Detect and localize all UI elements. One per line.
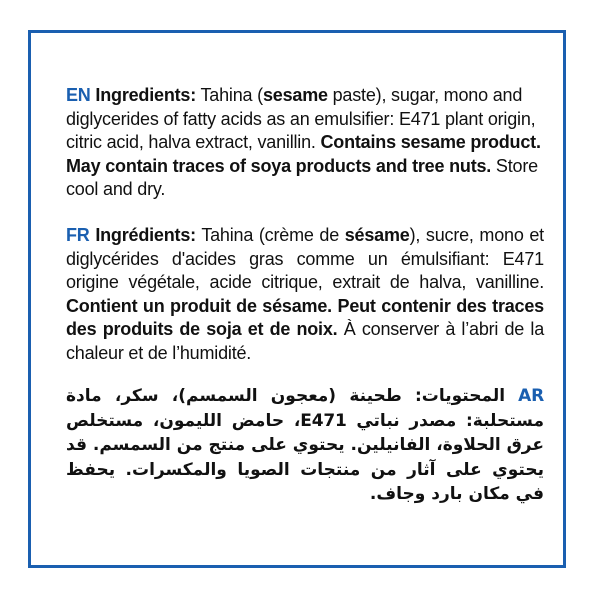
french-ingredients-block bbox=[66, 224, 544, 366]
french-ingredients-heading: Ingrédients: bbox=[95, 225, 196, 245]
english-storage-instructions: Store cool and dry. bbox=[66, 155, 538, 200]
language-code-en: EN bbox=[66, 85, 91, 105]
arabic-ingredients-paragraph bbox=[66, 384, 544, 507]
language-code-ar: AR bbox=[518, 386, 545, 406]
english-ingredients-heading: Ingredients: bbox=[95, 85, 197, 105]
english-allergen-statement: Contains sesame product. May contain traces of soya products and tree nuts. bbox=[66, 132, 541, 176]
french-storage-instructions: À conserver à l’abri de la chaleur et de l’humidité. bbox=[66, 319, 545, 363]
arabic-ingredients-text: المحتويات: طحينة (معجون السمسم)، سكر، مادة مستحلبة: مصدر نباتي E471، حامض الليمون، مستخلص عرق الحلاوة، الفانيلين. يحتوي على منتج من السمسم. قد يحتوي على آثار من منتجات الصويا والمكسرات. يحفظ في مكان بارد وجاف. bbox=[66, 386, 544, 504]
english-ingredients-block bbox=[66, 84, 544, 202]
english-ingredients-paragraph bbox=[66, 84, 544, 202]
arabic-ingredients-block bbox=[66, 384, 544, 507]
french-ingredients-paragraph bbox=[66, 224, 544, 366]
english-text-part-2: paste), sugar, mono and diglycerides of fatty acids as an emulsifier: E471 plant origin, citric acid, halva extract, vanillin. bbox=[66, 85, 536, 153]
french-text-part-2: ), sucre, mono et diglycérides d'acides gras comme un émulsifiant: E471 origine végétale, acide citrique, extrait de halva, vanilline. bbox=[66, 225, 544, 293]
french-allergen-statement: Contient un produit de sésame. Peut contenir des traces des produits de soja et de noix. bbox=[66, 295, 544, 340]
language-code-fr: FR bbox=[66, 225, 90, 245]
french-allergen-sesame: sésame bbox=[344, 225, 410, 245]
english-text-part-1: Tahina ( bbox=[196, 85, 263, 105]
english-allergen-sesame: sesame bbox=[262, 85, 328, 105]
french-text-part-1: Tahina (crème de bbox=[195, 225, 345, 245]
